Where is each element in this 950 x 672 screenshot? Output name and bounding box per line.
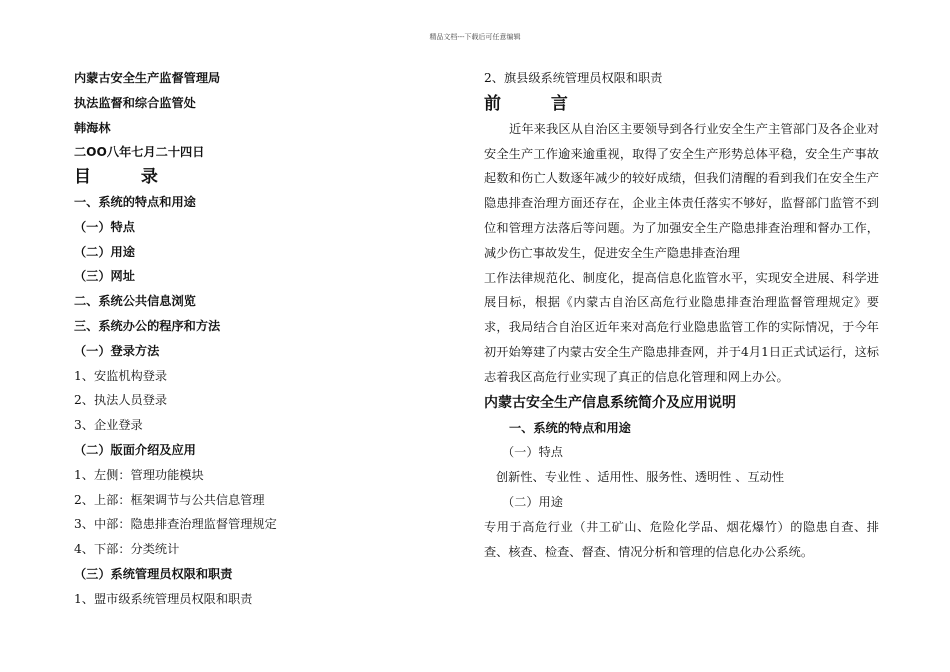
toc-section-3-1: （一）登录方法 bbox=[74, 343, 160, 358]
page-header: 精品文档---下载后可任意编辑 bbox=[429, 33, 521, 41]
date: 二OO八年七月二十四日 bbox=[74, 145, 205, 160]
toc-section-1-2: （二）用途 bbox=[74, 244, 135, 259]
org-name: 内蒙古安全生产监督管理局 bbox=[74, 71, 221, 85]
toc-item: 4、下部：分类统计 bbox=[74, 542, 180, 557]
toc-section-2: 二、系统公共信息浏览 bbox=[74, 294, 196, 309]
section-title: 内蒙古安全生产信息系统简介及应用说明 bbox=[484, 394, 736, 411]
toc-section-3-3: （三）系统管理员权限和职责 bbox=[74, 566, 233, 581]
subsection-features: （一）特点 bbox=[502, 445, 563, 460]
section-1-heading: 一、系统的特点和用途 bbox=[509, 420, 631, 435]
dept-name: 执法监督和综合监管处 bbox=[74, 95, 196, 110]
toc-title: 目 录 bbox=[74, 167, 180, 188]
toc-section-1-3: （三）网址 bbox=[74, 269, 135, 284]
toc-item: 2、旗县级系统管理员权限和职责 bbox=[484, 71, 663, 85]
toc-section-1-1: （一）特点 bbox=[74, 219, 135, 234]
toc-section-3-2: （二）版面介绍及应用 bbox=[74, 442, 196, 457]
subsection-use: （二）用途 bbox=[502, 494, 563, 509]
toc-section-3: 三、系统办公的程序和方法 bbox=[74, 318, 221, 333]
toc-item: 3、中部：隐患排查治理监督管理规定 bbox=[74, 517, 277, 532]
toc-item: 3、企业登录 bbox=[74, 418, 143, 433]
preface-paragraph-2: 工作法律规范化、制度化，提高信息化监管水平，实现安全进展、科学进展目标，根据《内蒙古自治区高危行业隐患排查治理监督管理规定》要求，我局结合自治区近年来对高危行业隐患监管工作的实际情况，于今年初开始筹建了内蒙古安全生产隐患排查网，并于4月1日正式试运行，这标志着我区高危行业实现了真正的信息化管理和网上办公。 bbox=[484, 270, 879, 384]
toc-section-1: 一、系统的特点和用途 bbox=[74, 194, 196, 209]
toc-item: 1、安监机构登录 bbox=[74, 368, 168, 383]
right-column bbox=[484, 66, 879, 564]
toc-item: 1、盟市级系统管理员权限和职责 bbox=[74, 591, 253, 606]
toc-item: 1、左侧：管理功能模块 bbox=[74, 467, 204, 482]
preface-paragraph-1: 近年来我区从自治区主要领导到各行业安全生产主管部门及各企业对安全生产工作逾来逾重视，取得了安全生产形势总体平稳，安全生产事故起数和伤亡人数逐年减少的较好成绩，但我们清醒的看到我们在安全生产隐患排查治理方面还存在，企业主体责任落实不够好，监督部门监管不到位和管理方法落后等问题。为了加强安全生产隐患排查治理和督办工作，减少伤亡事故发生，促进安全生产隐患排查治理 bbox=[484, 121, 879, 260]
features-text: 创新性、专业性 、适用性、服务性、透明性 、互动性 bbox=[496, 470, 785, 485]
use-text: 专用于高危行业（井工矿山、危险化学品、烟花爆竹）的隐患自查、排查、核查、检查、督查、情况分析和管理的信息化办公系统。 bbox=[484, 519, 879, 559]
toc-item: 2、执法人员登录 bbox=[74, 393, 168, 408]
author: 韩海林 bbox=[74, 120, 111, 135]
left-column bbox=[74, 66, 454, 612]
preface-title: 前 言 bbox=[484, 93, 590, 114]
toc-item: 2、上部：框架调节与公共信息管理 bbox=[74, 492, 265, 507]
